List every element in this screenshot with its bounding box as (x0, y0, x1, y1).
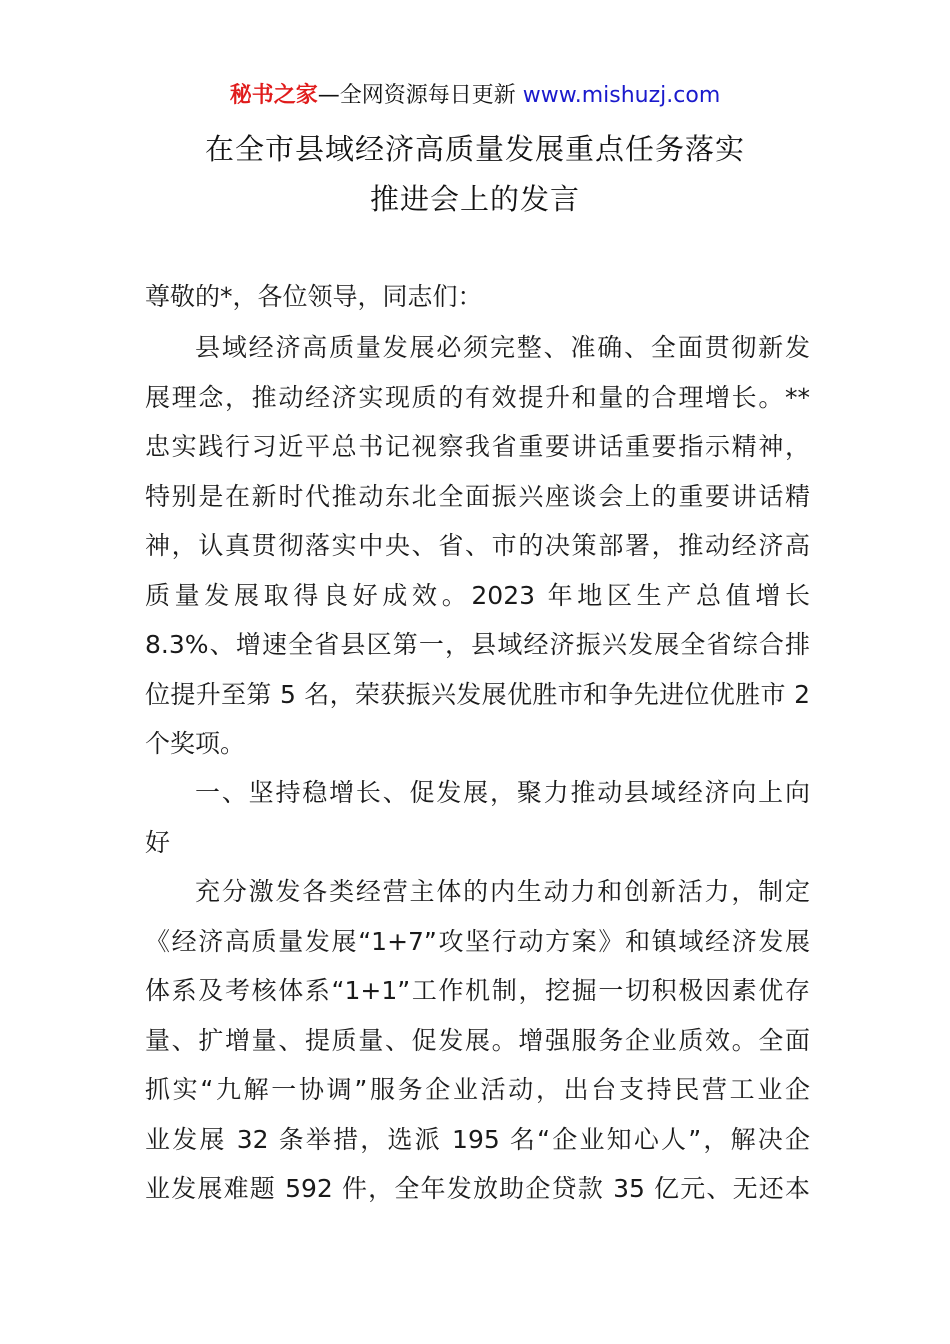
paragraph-line: 县域经济高质量发展必须完整、准确、全面贯彻新发 (195, 333, 810, 362)
paragraph-line: 量、扩增量、提质量、促发展。增强服务企业质效。全面 (145, 1025, 810, 1055)
paragraph-line: 质量发展取得良好成效。2023 年地区生产总值增长 (145, 580, 810, 610)
paragraph-line: 8.3%、增速全省县区第一，县域经济振兴发展全省综合排 (145, 630, 810, 659)
paragraph-line: 体系及考核体系“1+1”工作机制，挖掘一切积极因素优存 (145, 976, 810, 1005)
site-url[interactable]: www.mishuzj.com (522, 83, 721, 108)
heading-line: 好 (145, 827, 171, 857)
paragraph-line: 业发展 32 条举措，选派 195 名“企业知心人”，解决企 (145, 1124, 810, 1154)
paragraph-line: 位提升至第 5 名，荣获振兴发展优胜市和争先进位优胜市 2 (145, 679, 810, 709)
paragraph-line: 忠实践行习近平总书记视察我省重要讲话重要指示精神， (145, 432, 810, 461)
paragraph-line: 抓实“九解一协调”服务企业活动，出台支持民营工业企 (145, 1075, 810, 1104)
site-header (0, 80, 950, 112)
paragraph-line: 神，认真贯彻落实中央、省、市的决策部署，推动经济高 (145, 531, 810, 560)
paragraph-line: 业发展难题 592 件，全年发放助企贷款 35 亿元、无还本 (145, 1174, 810, 1203)
paragraph-line: 特别是在新时代推动东北全面振兴座谈会上的重要讲话精 (145, 481, 810, 511)
paragraph-line: 《经济高质量发展“1+7”攻坚行动方案》和镇域经济发展 (145, 926, 810, 956)
salutation: 尊敬的*，各位领导，同志们： (145, 282, 483, 311)
heading-line: 一、坚持稳增长、促发展，聚力推动县域经济向上向 (195, 778, 810, 807)
section-heading-1 (145, 768, 810, 867)
paragraph-intro (145, 323, 810, 769)
paragraph-line: 展理念，推动经济实现质的有效提升和量的合理增长。** (145, 382, 810, 412)
paragraph-line: 个奖项。 (145, 729, 246, 758)
header-tagline: —全网资源每日更新 (317, 83, 523, 108)
document-title-line-1: 在全市县域经济高质量发展重点任务落实 (204, 132, 745, 166)
brand-name: 秘书之家 (229, 83, 318, 108)
paragraph-section-1 (145, 867, 810, 1214)
document-title-line-2: 推进会上的发言 (369, 182, 580, 216)
paragraph-line: 充分激发各类经营主体的内生动力和创新活力，制定 (195, 877, 810, 906)
